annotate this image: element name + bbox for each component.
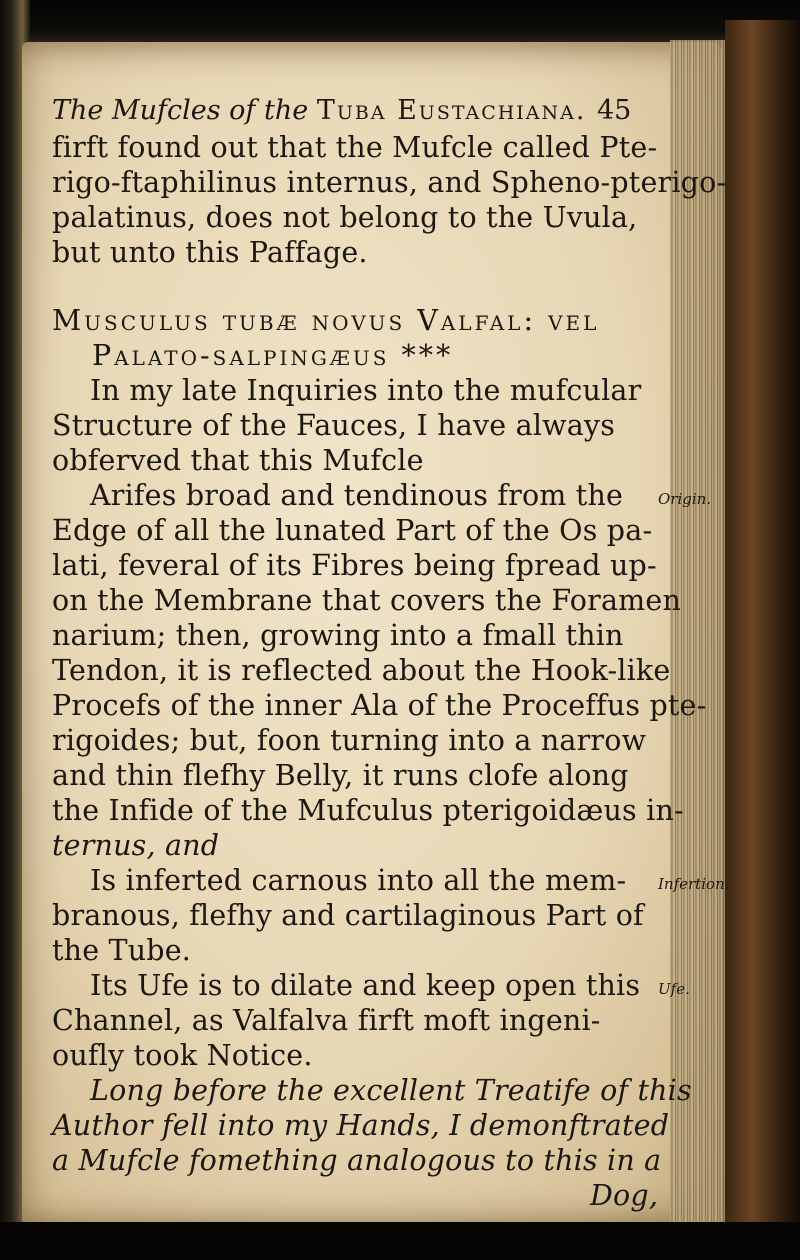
text-line: oufly took Notice.: [52, 1039, 313, 1072]
text-line: branous, flefhy and cartilaginous Part of: [52, 899, 644, 932]
section-heading: Palato-salpingæus ***: [92, 339, 454, 372]
text-line: Author fell into my Hands, I demonftrated: [52, 1109, 670, 1142]
text-line: Channel, as Valfalva firft moft ingeni-: [52, 1004, 601, 1037]
text-line: palatinus, does not belong to the Uvula,: [52, 201, 638, 234]
section-heading: Musculus tubæ novus Valfal: vel: [52, 304, 600, 337]
text-line: Tendon, it is reflected about the Hook-like: [52, 654, 671, 687]
text-line: firft found out that the Mufcle called Pte-: [52, 131, 658, 164]
text-line: ternus, and: [52, 829, 220, 862]
page-number: 45: [597, 95, 632, 126]
text-line: Long before the excellent Treatife of this: [90, 1074, 692, 1107]
text-line: on the Membrane that covers the Foramen: [52, 584, 681, 617]
text-line: lati, feveral of its Fibres being fpread up-: [52, 549, 657, 582]
header-title-italic: The Mufcles of the: [52, 95, 309, 126]
text-line: Arifes broad and tendinous from the: [90, 479, 624, 512]
text-line: In my late Inquiries into the mufcular: [90, 374, 642, 407]
text-line: the Infide of the Mufculus pterigoidæus in-: [52, 794, 684, 827]
margin-note-insertion: Infertion.: [658, 875, 730, 893]
header-title-caps: Tuba Eustachiana.: [316, 95, 587, 126]
text-line: Procefs of the inner Ala of the Proceffus pte-: [52, 689, 707, 722]
text-line: rigo-ftaphilinus internus, and Spheno-pterigo-: [52, 166, 727, 199]
text-line: narium; then, growing into a fmall thin: [52, 619, 624, 652]
text-line: the Tube.: [52, 934, 192, 967]
margin-note-origin: Origin.: [658, 490, 712, 508]
text-line: but unto this Paffage.: [52, 236, 368, 269]
text-line: Is inferted carnous into all the mem-: [90, 864, 627, 897]
text-line: Edge of all the lunated Part of the Os pa-: [52, 514, 653, 547]
text-line: obferved that this Mufcle: [52, 444, 424, 477]
text-line: a Mufcle fomething analogous to this in a: [52, 1144, 662, 1177]
text-line: Structure of the Fauces, I have always: [52, 409, 616, 442]
margin-note-use: Ufe.: [658, 980, 690, 998]
text-line: Its Ufe is to dilate and keep open this: [90, 969, 641, 1002]
text-line: and thin flefhy Belly, it runs clofe along: [52, 759, 629, 792]
text-line: rigoides; but, foon turning into a narrow: [52, 724, 647, 757]
running-header: [52, 95, 652, 126]
catchword: Dog,: [590, 1179, 659, 1212]
